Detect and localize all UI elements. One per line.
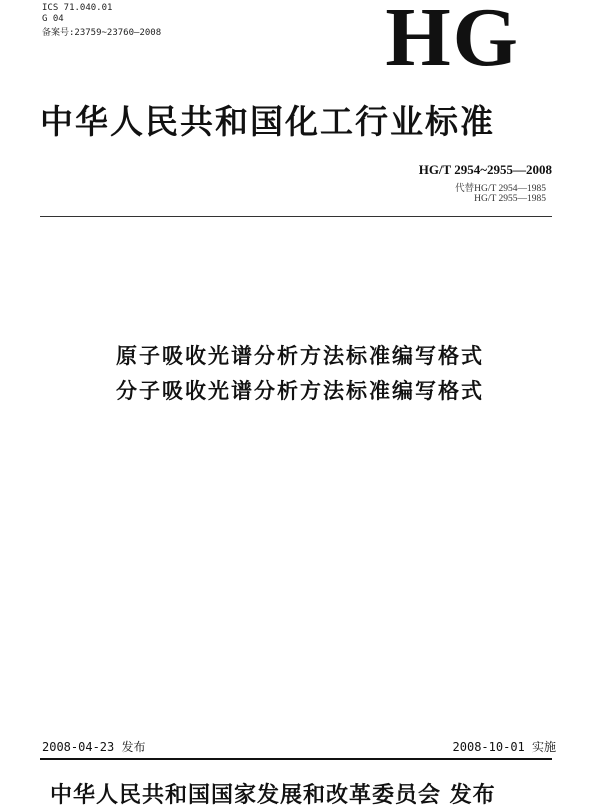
issuing-authority: 中华人民共和国国家发展和改革委员会 发布	[50, 783, 496, 808]
implementation-date: 2008-10-01 实施	[452, 740, 556, 754]
ccs-code: G 04	[42, 14, 64, 24]
document-title-line-2: 分子吸收光谱分析方法标准编写格式	[116, 379, 484, 403]
hg-logo: HG	[385, 0, 520, 84]
document-title-line-1: 原子吸收光谱分析方法标准编写格式	[116, 344, 484, 368]
issue-date: 2008-04-23 发布	[42, 740, 146, 754]
footer-divider	[40, 758, 552, 760]
replaces-line-1: 代替HG/T 2954—1985	[455, 184, 546, 194]
ics-code: ICS 71.040.01	[42, 3, 113, 13]
standard-type-heading: 中华人民共和国化工行业标准	[40, 102, 495, 141]
replaces-line-2: HG/T 2955—1985	[474, 194, 546, 204]
standard-number: HG/T 2954~2955—2008	[418, 162, 552, 177]
header-divider	[40, 216, 552, 217]
filing-number: 备案号:23759~23760—2008	[42, 28, 162, 38]
